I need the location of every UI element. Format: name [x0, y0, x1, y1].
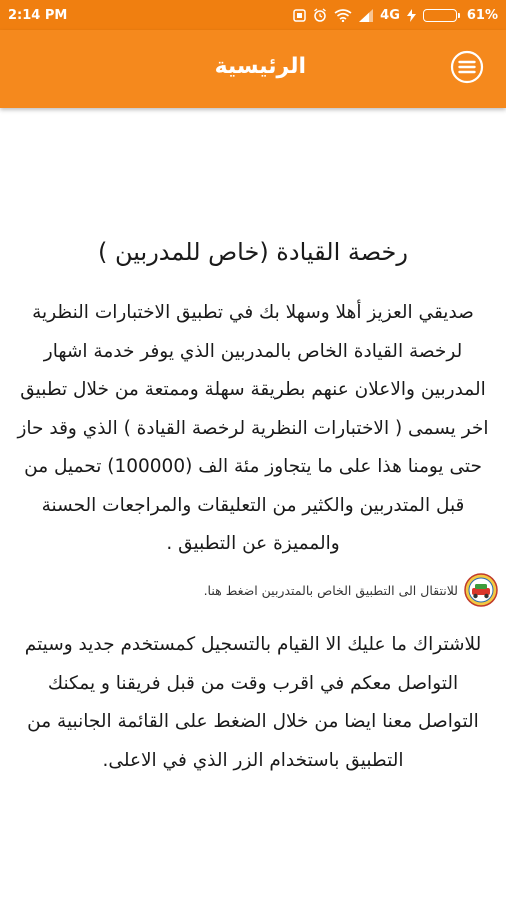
trainee-app-link[interactable] — [8, 573, 498, 607]
battery-percent: 61% — [466, 7, 498, 23]
status-bar — [0, 0, 506, 30]
trainee-app-icon — [464, 573, 498, 607]
menu-button[interactable] — [450, 50, 484, 84]
battery-icon — [423, 9, 460, 22]
status-time: 2:14 PM — [8, 7, 68, 23]
menu-icon — [450, 50, 484, 84]
notification-icon — [293, 9, 306, 22]
outro-paragraph: للاشتراك ما عليك الا القيام بالتسجيل كمستخدم جديد وسيتم التواصل معكم في اقرب وقت من قبل فريقنا و يمكنك التواصل معنا ايضا من خلال الضغط على القائمة الجانبية من التطبيق باستخدام الزر الذي في الاعلى. — [24, 634, 482, 771]
signal-icon — [359, 9, 373, 22]
headline: رخصة القيادة (خاص للمدربين ) — [98, 238, 408, 266]
main-content — [0, 108, 506, 900]
app-bar — [0, 30, 506, 108]
page-title: الرئيسية — [214, 54, 306, 79]
alarm-icon — [313, 8, 327, 22]
network-type: 4G — [380, 7, 400, 23]
trainee-app-link-text[interactable]: للانتقال الى التطبيق الخاص بالمتدربين اضغط هنا. — [203, 582, 458, 598]
charging-icon — [407, 9, 416, 22]
status-icons — [293, 8, 498, 23]
wifi-icon — [334, 9, 352, 22]
intro-paragraph: صديقي العزيز أهلا وسهلا بك في تطبيق الاختبارات النظرية لرخصة القيادة الخاص بالمدربين الذي يوفر خدمة اشهار المدربين والاعلان عنهم بطريقة سهلة وممتعة من خلال تطبيق اخر يسمى ( الاختبارات النظرية لرخصة القيادة ) الذي وقد حاز حتى يومنا هذا على ما يتجاوز مئة الف (100000) تحميل من قبل المتدربين والكثير من التعليقات والمراجعات الحسنة والمميزة عن التطبيق . — [17, 302, 489, 554]
